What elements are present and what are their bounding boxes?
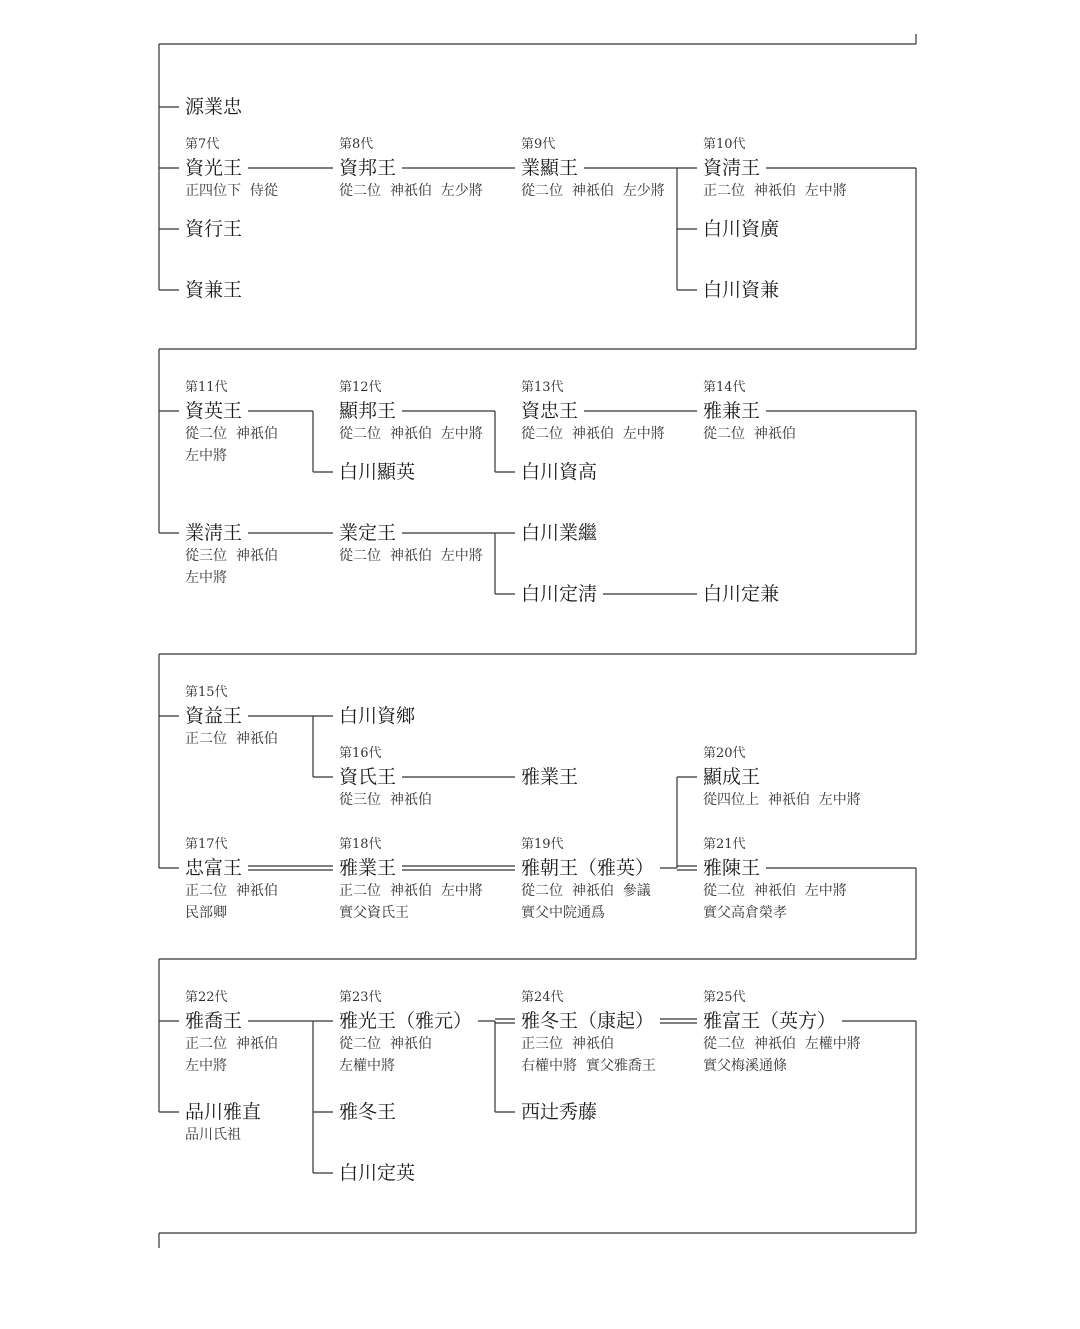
rank-note: 左中將 [185,570,227,586]
person-name: 雅兼王 [700,399,763,423]
person-name: 資邦王 [336,156,399,180]
person-name: 資忠王 [518,399,581,423]
rank-note: 從二位 神祇伯 左中將 [521,426,665,442]
person-name: 顯邦王 [336,399,399,423]
rank-note: 從四位上 神祇伯 左中將 [703,792,861,808]
rank-note: 實父中院通爲 [521,905,605,921]
person-name: 顯成王 [700,765,763,789]
person-name: 雅光王（雅元） [336,1009,475,1033]
rank-note: 從二位 神祇伯 左少將 [521,183,665,199]
person-name: 白川業繼 [518,521,600,545]
person-name: 西辻秀藤 [518,1100,600,1124]
person-name: 雅朝王（雅英） [518,856,657,880]
rank-note: 正二位 神祇伯 左中將 [703,183,847,199]
rank-note: 從二位 神祇伯 [703,426,796,442]
rank-note: 正二位 神祇伯 [185,883,278,899]
person-name: 業淸王 [182,521,245,545]
person-name: 白川資高 [518,460,600,484]
person-name: 品川雅直 [182,1100,264,1124]
rank-note: 從二位 神祇伯 [185,426,278,442]
generation-label: 第7代 [185,137,220,152]
person-name: 資兼王 [182,278,245,302]
rank-note: 正二位 神祇伯 左中將 [339,883,483,899]
rank-note: 從二位 神祇伯 左少將 [339,183,483,199]
rank-note: 正二位 神祇伯 [185,1036,278,1052]
person-name: 忠富王 [182,856,245,880]
person-name: 資氏王 [336,765,399,789]
rank-note: 右權中將 實父雅喬王 [521,1058,656,1074]
person-name: 資光王 [182,156,245,180]
person-name: 雅富王（英方） [700,1009,839,1033]
generation-label: 第25代 [703,990,746,1005]
generation-label: 第13代 [521,380,564,395]
person-name: 業顯王 [518,156,581,180]
person-name: 白川定淸 [518,582,600,606]
rank-note: 左中將 [185,448,227,464]
rank-note: 從二位 神祇伯 [339,1036,432,1052]
person-name: 雅喬王 [182,1009,245,1033]
person-name: 業定王 [336,521,399,545]
generation-label: 第22代 [185,990,228,1005]
generation-label: 第8代 [339,137,374,152]
rank-note: 正二位 神祇伯 [185,731,278,747]
generation-label: 第23代 [339,990,382,1005]
rank-note: 從三位 神祇伯 [185,548,278,564]
rank-note: 品川氏祖 [185,1127,241,1143]
generation-label: 第19代 [521,837,564,852]
generation-label: 第18代 [339,837,382,852]
generation-label: 第20代 [703,746,746,761]
person-name: 白川資鄉 [336,704,418,728]
rank-note: 正四位下 侍從 [185,183,278,199]
person-name: 雅冬王 [336,1100,399,1124]
person-name: 白川資兼 [700,278,782,302]
person-name: 源業忠 [182,95,245,119]
person-name: 資英王 [182,399,245,423]
generation-label: 第15代 [185,685,228,700]
person-name: 白川定兼 [700,582,782,606]
person-name: 資益王 [182,704,245,728]
person-name: 雅陳王 [700,856,763,880]
generation-label: 第9代 [521,137,556,152]
generation-label: 第11代 [185,380,228,395]
rank-note: 實父高倉榮孝 [703,905,787,921]
person-name: 雅業王 [518,765,581,789]
generation-label: 第17代 [185,837,228,852]
rank-note: 左權中將 [339,1058,395,1074]
generation-label: 第16代 [339,746,382,761]
rank-note: 從二位 神祇伯 左中將 [703,883,847,899]
generation-label: 第14代 [703,380,746,395]
person-name: 資行王 [182,217,245,241]
rank-note: 從二位 神祇伯 左權中將 [703,1036,861,1052]
generation-label: 第10代 [703,137,746,152]
person-name: 白川資廣 [700,217,782,241]
generation-label: 第24代 [521,990,564,1005]
rank-note: 從二位 神祇伯 左中將 [339,426,483,442]
person-name: 資淸王 [700,156,763,180]
rank-note: 實父資氏王 [339,905,409,921]
generation-label: 第12代 [339,380,382,395]
rank-note: 民部卿 [185,905,227,921]
rank-note: 左中將 [185,1058,227,1074]
rank-note: 從二位 神祇伯 參議 [521,883,651,899]
person-name: 雅冬王（康起） [518,1009,657,1033]
person-name: 白川定英 [336,1161,418,1185]
rank-note: 從三位 神祇伯 [339,792,432,808]
generation-label: 第21代 [703,837,746,852]
rank-note: 正三位 神祇伯 [521,1036,614,1052]
person-name: 雅業王 [336,856,399,880]
person-name: 白川顯英 [336,460,418,484]
rank-note: 從二位 神祇伯 左中將 [339,548,483,564]
rank-note: 實父梅溪通條 [703,1058,787,1074]
